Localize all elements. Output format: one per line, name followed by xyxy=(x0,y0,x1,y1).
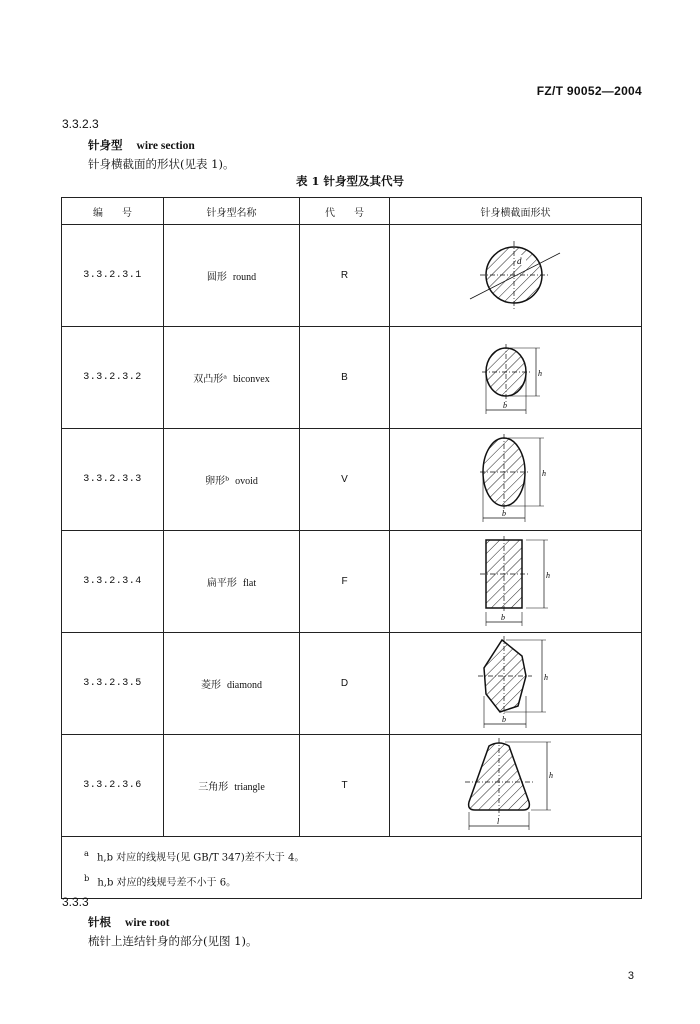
term-heading xyxy=(88,914,170,930)
row-code: D xyxy=(300,633,390,735)
row-name xyxy=(164,429,300,531)
term-zh: 针根 xyxy=(88,915,111,929)
table-row xyxy=(62,225,642,327)
section-number: 3.3.2.3 xyxy=(62,117,99,131)
row-code: B xyxy=(300,327,390,429)
table-row xyxy=(62,531,642,633)
term-heading xyxy=(88,137,195,153)
name-en: ovoid xyxy=(235,476,258,487)
row-code: F xyxy=(300,531,390,633)
header-name: 针身型名称 xyxy=(164,198,300,225)
note-b: $^b$ h,b 对应的线规号差不小于 6。 xyxy=(84,873,237,889)
term-zh: 针身型 xyxy=(88,138,123,152)
flat-section-icon xyxy=(456,534,576,630)
wire-section-table xyxy=(61,197,642,899)
row-name xyxy=(164,735,300,837)
table-caption: 表 1 针身型及其代号 xyxy=(295,174,404,188)
row-name xyxy=(164,531,300,633)
label-b: b xyxy=(500,612,505,622)
table-row xyxy=(62,327,642,429)
row-name xyxy=(164,633,300,735)
header-code: 代 号 xyxy=(300,198,390,225)
row-shape xyxy=(390,633,642,735)
label-d: d xyxy=(516,255,521,266)
row-code: T xyxy=(300,735,390,837)
name-zh: 扁平形 xyxy=(206,578,237,589)
name-en: biconvex xyxy=(233,374,270,385)
row-shape xyxy=(390,429,642,531)
label-b: b xyxy=(502,400,507,410)
note-a: $^a$ h,b 对应的线规号(见 GB/T 347)差不大于 4。 xyxy=(84,848,305,864)
triangle-section-icon xyxy=(451,738,581,834)
page-number: 3 xyxy=(627,970,634,982)
table-row xyxy=(62,633,642,735)
label-h: h xyxy=(548,770,553,780)
biconvex-section-icon xyxy=(456,332,576,424)
row-shape xyxy=(390,531,642,633)
name-en: round xyxy=(232,272,257,283)
label-l: l xyxy=(496,816,499,826)
section-number: 3.3.3 xyxy=(62,895,89,909)
name-zh: 卵形ᵇ xyxy=(205,476,230,487)
ovoid-section-icon xyxy=(456,432,576,528)
row-name xyxy=(164,225,300,327)
row-number: 3.3.2.3.4 xyxy=(62,531,164,633)
row-shape xyxy=(390,225,642,327)
name-en: diamond xyxy=(227,680,262,691)
table-notes-row xyxy=(62,837,642,899)
table-notes xyxy=(62,837,642,899)
label-b: b xyxy=(501,508,506,518)
table-row xyxy=(62,735,642,837)
row-number: 3.3.2.3.1 xyxy=(62,225,164,327)
name-zh: 双凸形ᵃ xyxy=(193,374,228,385)
row-number: 3.3.2.3.3 xyxy=(62,429,164,531)
diamond-section-icon xyxy=(456,636,576,732)
row-shape xyxy=(390,327,642,429)
name-zh: 三角形 xyxy=(198,782,229,793)
name-zh: 圆形 xyxy=(206,272,227,283)
row-code: R xyxy=(300,225,390,327)
table-row xyxy=(62,429,642,531)
row-number: 3.3.2.3.2 xyxy=(62,327,164,429)
row-number: 3.3.2.3.5 xyxy=(62,633,164,735)
row-name xyxy=(164,327,300,429)
row-number: 3.3.2.3.6 xyxy=(62,735,164,837)
row-code: V xyxy=(300,429,390,531)
table-header-row xyxy=(62,198,642,225)
term-en: wire root xyxy=(125,917,170,929)
header-shape: 针身横截面形状 xyxy=(390,198,642,225)
label-h: h xyxy=(545,570,550,580)
term-en: wire section xyxy=(136,140,195,152)
label-h: h xyxy=(537,368,542,378)
round-section-icon xyxy=(456,231,576,321)
name-zh: 菱形 xyxy=(201,680,221,691)
term-definition: 梳针上连结针身的部分(见图 1)。 xyxy=(88,934,258,948)
name-en: triangle xyxy=(234,782,265,793)
row-shape xyxy=(390,735,642,837)
name-en: flat xyxy=(242,578,257,589)
label-b: b xyxy=(501,714,506,724)
term-definition: 针身横截面的形状(见表 1)。 xyxy=(88,157,235,171)
standard-number: FZ/T 90052—2004 xyxy=(536,84,642,98)
header-number: 编 号 xyxy=(62,198,164,225)
label-h: h xyxy=(541,468,546,478)
label-h: h xyxy=(543,672,548,682)
